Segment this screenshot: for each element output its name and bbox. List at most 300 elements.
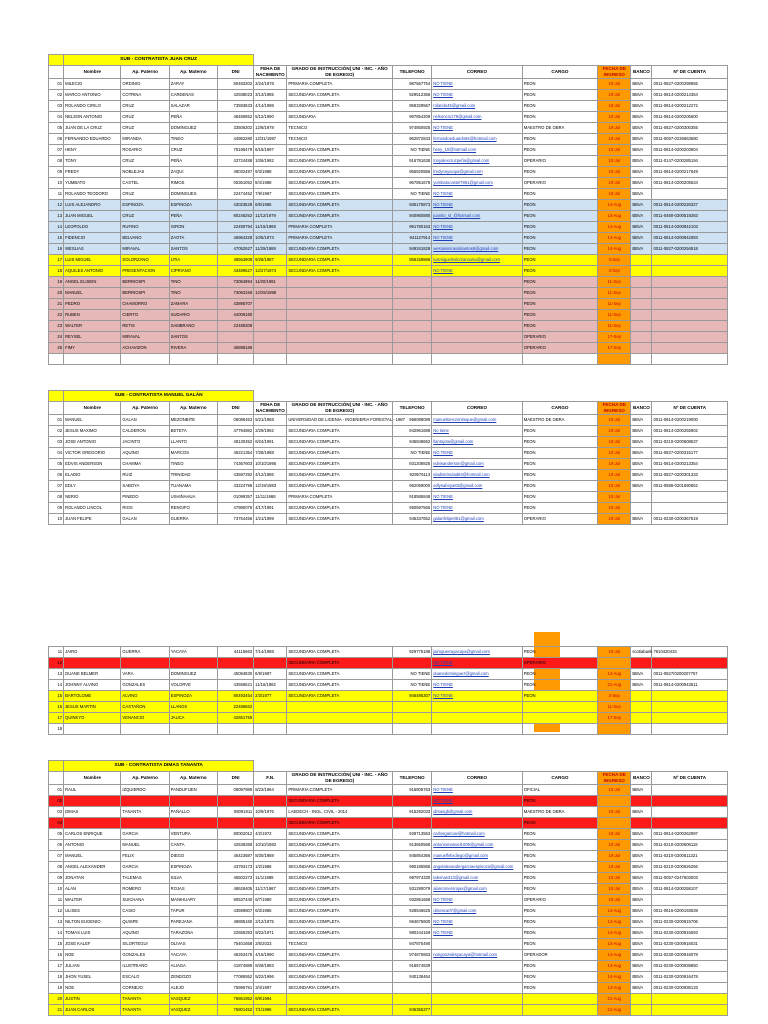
cell[interactable]: SECUNDARIA COMPLETA bbox=[287, 437, 393, 448]
cell[interactable]: 0011-0230-0200367519 bbox=[652, 514, 728, 525]
cell[interactable] bbox=[392, 266, 431, 277]
cell[interactable]: 11/29/1989 bbox=[254, 244, 287, 255]
cell[interactable]: TECNICO bbox=[287, 939, 393, 950]
cell[interactable] bbox=[631, 994, 652, 1005]
cell[interactable]: JUAN CARLOS bbox=[64, 1005, 121, 1016]
cell[interactable]: No tiene bbox=[432, 426, 523, 437]
cell[interactable] bbox=[598, 354, 631, 365]
cell[interactable]: galanfelipe061@gmail.com bbox=[432, 514, 523, 525]
cell[interactable]: BBVA bbox=[631, 862, 652, 873]
cell[interactable]: 08 bbox=[49, 156, 64, 167]
cell[interactable]: 14 bbox=[49, 680, 64, 691]
cell[interactable] bbox=[652, 785, 728, 796]
cell[interactable]: MAESTRO DE OBRA bbox=[522, 807, 597, 818]
cell[interactable]: BBVA bbox=[631, 211, 652, 222]
cell[interactable] bbox=[652, 713, 728, 724]
cell[interactable]: SECUNDARIA COMPLETA bbox=[287, 426, 393, 437]
cell[interactable]: ROLANDO TEODORO bbox=[64, 189, 121, 200]
cell[interactable]: PEON bbox=[522, 972, 597, 983]
cell[interactable] bbox=[432, 321, 523, 332]
cell[interactable]: 73754456 bbox=[217, 514, 253, 525]
cell[interactable]: 48885160 bbox=[217, 917, 253, 928]
cell[interactable]: PEON bbox=[522, 470, 597, 481]
cell[interactable]: 0011-0616-0200193539 bbox=[652, 906, 728, 917]
cell[interactable]: BBVA bbox=[631, 189, 652, 200]
cell[interactable]: NO TIENE bbox=[432, 189, 523, 200]
cell[interactable]: dimasgb@gmail.com bbox=[432, 807, 523, 818]
cell[interactable]: 14-Aug bbox=[598, 939, 631, 950]
cell[interactable]: 10 bbox=[49, 514, 64, 525]
cell[interactable]: 75195479 bbox=[217, 145, 253, 156]
cell[interactable]: SECUNDARIA COMPLETA bbox=[287, 167, 393, 178]
cell[interactable]: 945849662 bbox=[392, 437, 431, 448]
cell[interactable] bbox=[631, 1005, 652, 1016]
cell[interactable]: 46263476 bbox=[217, 950, 253, 961]
cell[interactable]: SECUNDARIA COMPLETA bbox=[287, 448, 393, 459]
cell[interactable]: JHON YUSEL bbox=[64, 972, 121, 983]
cell[interactable] bbox=[432, 983, 523, 994]
cell[interactable]: TANANTA bbox=[121, 807, 169, 818]
cell[interactable]: 42651759 bbox=[217, 713, 253, 724]
cell[interactable]: 5/12/1990 bbox=[254, 112, 287, 123]
cell[interactable] bbox=[598, 796, 631, 807]
cell[interactable]: OPERARIO bbox=[522, 156, 597, 167]
cell[interactable]: PEON bbox=[522, 459, 597, 470]
cell[interactable]: 21-Aug bbox=[598, 680, 631, 691]
cell[interactable]: OPERARIO bbox=[522, 178, 597, 189]
cell[interactable]: MARCO ANTONIO bbox=[64, 90, 121, 101]
cell[interactable]: 0011-0230-0200915706 bbox=[652, 917, 728, 928]
cell[interactable]: SECUNDARIA COMPLETA bbox=[287, 90, 393, 101]
cell[interactable] bbox=[217, 658, 253, 669]
cell[interactable] bbox=[169, 796, 217, 807]
cell[interactable]: COTRINA bbox=[121, 90, 169, 101]
cell[interactable] bbox=[652, 895, 728, 906]
cell[interactable]: 3-Sep bbox=[598, 255, 631, 266]
cell[interactable]: 03 bbox=[49, 807, 64, 818]
cell[interactable]: JONATAN bbox=[64, 873, 121, 884]
cell[interactable]: 10-Jul bbox=[598, 873, 631, 884]
cell[interactable]: OFICIAL bbox=[522, 785, 597, 796]
cell[interactable]: GONZALES bbox=[121, 680, 169, 691]
cell[interactable]: 0011-0827-0200298955 bbox=[652, 79, 728, 90]
cell[interactable]: 0011-0230-0200916031 bbox=[652, 939, 728, 950]
cell[interactable]: PRIMARIA COMPLETA bbox=[287, 79, 393, 90]
cell[interactable]: 11/12/1979 bbox=[254, 211, 287, 222]
cell[interactable]: ESPINOZA bbox=[169, 200, 217, 211]
cell[interactable] bbox=[652, 818, 728, 829]
cell[interactable]: nelsoncruz78@gmail.com bbox=[432, 112, 523, 123]
cell[interactable]: 10-Jul bbox=[598, 112, 631, 123]
cell[interactable] bbox=[631, 321, 652, 332]
cell[interactable] bbox=[254, 796, 287, 807]
cell[interactable]: 22474452 bbox=[217, 189, 253, 200]
cell[interactable]: 43556521 bbox=[217, 680, 253, 691]
cell[interactable]: 5/21/1968 bbox=[254, 415, 287, 426]
cell[interactable]: 3-Sep bbox=[598, 266, 631, 277]
cell[interactable]: 11-Sep bbox=[598, 277, 631, 288]
cell[interactable] bbox=[287, 310, 393, 321]
cell[interactable]: PINEDO bbox=[121, 492, 169, 503]
cell[interactable]: YACAYA bbox=[169, 647, 217, 658]
cell[interactable]: BBVA bbox=[631, 939, 652, 950]
cell[interactable] bbox=[254, 299, 287, 310]
cell[interactable]: CIPRIANO bbox=[169, 266, 217, 277]
cell[interactable]: CANTA bbox=[169, 840, 217, 851]
cell[interactable]: 24 bbox=[49, 332, 64, 343]
cell[interactable]: BBVA bbox=[631, 459, 652, 470]
cell[interactable]: 21-Aug bbox=[598, 994, 631, 1005]
cell[interactable]: ESPINOZA bbox=[121, 200, 169, 211]
cell[interactable]: NO TIENE bbox=[392, 189, 431, 200]
cell[interactable] bbox=[432, 288, 523, 299]
cell[interactable]: 10-Jul bbox=[598, 862, 631, 873]
cell[interactable]: DOMINGUEZ bbox=[169, 123, 217, 134]
cell[interactable]: 11-Sep bbox=[598, 299, 631, 310]
cell[interactable] bbox=[652, 310, 728, 321]
cell[interactable] bbox=[631, 724, 652, 735]
cell[interactable]: 945337652 bbox=[392, 514, 431, 525]
cell[interactable]: PEON bbox=[522, 134, 597, 145]
cell[interactable]: eladiotrinidad84@hotmail.com bbox=[432, 470, 523, 481]
cell[interactable]: 43489527 bbox=[217, 266, 253, 277]
cell[interactable]: MAESTRO DE OBRA bbox=[522, 123, 597, 134]
cell[interactable]: 77085552 bbox=[217, 972, 253, 983]
cell[interactable] bbox=[652, 492, 728, 503]
cell[interactable]: PEON bbox=[522, 145, 597, 156]
cell[interactable]: SECUNDARIA COMPLETA bbox=[287, 514, 393, 525]
cell[interactable]: YUMBATO bbox=[64, 178, 121, 189]
cell[interactable]: NO TIENE bbox=[432, 928, 523, 939]
cell[interactable]: BBVA bbox=[631, 448, 652, 459]
cell[interactable]: PEON bbox=[522, 310, 597, 321]
cell[interactable]: 08086453 bbox=[217, 415, 253, 426]
cell[interactable]: LLANTO bbox=[169, 437, 217, 448]
cell[interactable]: BBVA bbox=[631, 950, 652, 961]
cell[interactable] bbox=[287, 332, 393, 343]
cell[interactable]: 11-Sep bbox=[598, 310, 631, 321]
cell[interactable]: NOE bbox=[64, 983, 121, 994]
cell[interactable]: 10/6/1982 bbox=[254, 156, 287, 167]
cell[interactable]: 967851678 bbox=[392, 178, 431, 189]
cell[interactable]: tonyalexcruzpeña@gmail.com bbox=[432, 156, 523, 167]
cell[interactable] bbox=[49, 354, 64, 365]
cell[interactable]: SECUNDARIA COMPLETA bbox=[287, 189, 393, 200]
cell[interactable]: AQUINO bbox=[121, 928, 169, 939]
cell[interactable]: 43597292 bbox=[217, 470, 253, 481]
cell[interactable]: 918674839 bbox=[392, 961, 431, 972]
cell[interactable] bbox=[652, 724, 728, 735]
cell[interactable]: PEON bbox=[522, 448, 597, 459]
cell[interactable]: 3/24/1978 bbox=[254, 79, 287, 90]
cell[interactable]: 918585848 bbox=[392, 492, 431, 503]
cell[interactable]: BBVA bbox=[631, 829, 652, 840]
cell[interactable]: 4/2/1972 bbox=[254, 829, 287, 840]
cell[interactable]: 44952280 bbox=[217, 134, 253, 145]
cell[interactable]: 43023528 bbox=[217, 200, 253, 211]
cell[interactable]: 0011-0230-0200915593 bbox=[652, 928, 728, 939]
cell[interactable]: 10-Jul bbox=[598, 895, 631, 906]
cell[interactable]: MILECIO bbox=[64, 79, 121, 90]
cell[interactable]: 03 bbox=[49, 101, 64, 112]
cell[interactable] bbox=[217, 796, 253, 807]
cell[interactable]: 10/10/1982 bbox=[254, 840, 287, 851]
cell[interactable]: RIVERA bbox=[169, 343, 217, 354]
cell[interactable]: NO TIENE bbox=[432, 785, 523, 796]
cell[interactable]: 2/12/1975 bbox=[254, 917, 287, 928]
cell[interactable]: JUSTIN bbox=[64, 994, 121, 1005]
cell[interactable]: SILORTEGUI bbox=[121, 939, 169, 950]
cell[interactable]: 0011-0814-0200203904 bbox=[652, 145, 728, 156]
cell[interactable]: BETETA bbox=[169, 426, 217, 437]
cell[interactable]: 45898186 bbox=[217, 343, 253, 354]
cell[interactable]: PEON bbox=[522, 222, 597, 233]
cell[interactable]: BBVA bbox=[631, 514, 652, 525]
cell[interactable]: jairoguerrayacaya@gmail.com bbox=[432, 647, 523, 658]
cell[interactable] bbox=[652, 807, 728, 818]
cell[interactable]: SANTOS bbox=[169, 244, 217, 255]
cell[interactable] bbox=[217, 818, 253, 829]
cell[interactable]: 980244169 bbox=[392, 928, 431, 939]
cell[interactable]: 4/15/1990 bbox=[254, 950, 287, 961]
cell[interactable]: PEON bbox=[522, 829, 597, 840]
cell[interactable]: PEON bbox=[522, 492, 597, 503]
cell[interactable]: VASQUEZ bbox=[169, 1005, 217, 1016]
cell[interactable] bbox=[631, 691, 652, 702]
cell[interactable] bbox=[432, 1005, 523, 1016]
cell[interactable]: MANIHUARY bbox=[169, 895, 217, 906]
cell[interactable]: 74367603 bbox=[217, 459, 253, 470]
cell[interactable]: MIRAVAL bbox=[121, 332, 169, 343]
cell[interactable] bbox=[631, 332, 652, 343]
cell[interactable]: BBVA bbox=[631, 145, 652, 156]
cell[interactable] bbox=[652, 1005, 728, 1016]
cell[interactable]: 14-Aug bbox=[598, 906, 631, 917]
cell[interactable]: antoniomanuel1005@gmail.com bbox=[432, 840, 523, 851]
cell[interactable] bbox=[287, 702, 393, 713]
cell[interactable]: 8/30/1988 bbox=[254, 851, 287, 862]
cell[interactable]: FIMY bbox=[64, 343, 121, 354]
cell[interactable]: 940960880 bbox=[392, 211, 431, 222]
cell[interactable]: 20 bbox=[49, 994, 64, 1005]
cell[interactable]: PEON bbox=[522, 669, 597, 680]
cell[interactable]: NOBLEJAS bbox=[121, 167, 169, 178]
cell[interactable]: TAPUR bbox=[169, 906, 217, 917]
cell[interactable] bbox=[598, 658, 631, 669]
cell[interactable]: 962872843 bbox=[392, 134, 431, 145]
cell[interactable]: 0011-0057-0247603003 bbox=[652, 873, 728, 884]
cell[interactable]: TECNICO bbox=[287, 123, 393, 134]
cell[interactable]: VOLORVE bbox=[169, 680, 217, 691]
cell[interactable]: 10-Jul bbox=[598, 807, 631, 818]
cell[interactable]: 11/11/1968 bbox=[254, 492, 287, 503]
cell[interactable] bbox=[169, 818, 217, 829]
cell[interactable]: alanromerorojas@gmail.com bbox=[432, 884, 523, 895]
cell[interactable]: 17-Sep bbox=[598, 713, 631, 724]
cell[interactable]: USHIÑAHUA bbox=[169, 492, 217, 503]
cell[interactable]: 10-Jul bbox=[598, 884, 631, 895]
cell[interactable]: 12 bbox=[49, 658, 64, 669]
cell[interactable]: 22490794 bbox=[217, 222, 253, 233]
cell[interactable]: 42938023 bbox=[217, 90, 253, 101]
cell[interactable] bbox=[121, 658, 169, 669]
cell[interactable]: 80537440 bbox=[217, 895, 253, 906]
cell[interactable]: BBVA bbox=[631, 840, 652, 851]
cell[interactable]: BARTOLOME bbox=[64, 691, 121, 702]
cell[interactable] bbox=[652, 354, 728, 365]
cell[interactable]: fernandoeduardo84@hotmail.com bbox=[432, 134, 523, 145]
cell[interactable]: PEON bbox=[522, 426, 597, 437]
cell[interactable]: BBVA bbox=[631, 680, 652, 691]
cell[interactable]: scotiabank bbox=[631, 647, 652, 658]
cell[interactable] bbox=[392, 702, 431, 713]
cell[interactable]: SAMBRANO bbox=[169, 321, 217, 332]
cell[interactable]: SECUNDARIA COMPLETA bbox=[287, 156, 393, 167]
cell[interactable]: 7/28/1988 bbox=[254, 448, 287, 459]
cell[interactable]: PEON bbox=[522, 503, 597, 514]
cell[interactable]: BBVA bbox=[631, 807, 652, 818]
cell[interactable]: 11 bbox=[49, 895, 64, 906]
cell[interactable]: CRUZ bbox=[169, 145, 217, 156]
cell[interactable]: 45502273 bbox=[217, 873, 253, 884]
cell[interactable]: TALEMAS bbox=[121, 873, 169, 884]
cell[interactable]: AQUINO bbox=[121, 448, 169, 459]
cell[interactable]: 974670663 bbox=[392, 950, 431, 961]
cell[interactable]: 43895707 bbox=[217, 299, 253, 310]
cell[interactable]: ROLANDO LINCOL bbox=[64, 503, 121, 514]
cell[interactable]: FERNANDO EDUARDO bbox=[64, 134, 121, 145]
cell[interactable] bbox=[652, 189, 728, 200]
cell[interactable]: NO TIENE bbox=[432, 492, 523, 503]
cell[interactable]: SECUNDARIA COMPLETA bbox=[287, 178, 393, 189]
cell[interactable]: 18 bbox=[49, 724, 64, 735]
cell[interactable]: OPERARIO bbox=[522, 514, 597, 525]
cell[interactable]: RIMOS bbox=[169, 178, 217, 189]
cell[interactable]: 10-Jul bbox=[598, 123, 631, 134]
cell[interactable] bbox=[432, 354, 523, 365]
cell[interactable] bbox=[254, 702, 287, 713]
cell[interactable]: 14 bbox=[49, 222, 64, 233]
cell[interactable]: 0011-0230-0200938133 bbox=[652, 983, 728, 994]
cell[interactable]: 80493454 bbox=[217, 691, 253, 702]
cell[interactable]: JAIRO bbox=[64, 647, 121, 658]
cell[interactable] bbox=[392, 983, 431, 994]
cell[interactable] bbox=[392, 288, 431, 299]
cell[interactable]: NO TIENE bbox=[432, 222, 523, 233]
cell[interactable]: 935175873 bbox=[392, 200, 431, 211]
cell[interactable]: TINO bbox=[169, 277, 217, 288]
cell[interactable]: 20 bbox=[49, 288, 64, 299]
cell[interactable]: 11 bbox=[49, 189, 64, 200]
cell[interactable]: 76861952 bbox=[217, 994, 253, 1005]
cell[interactable]: ANGEL ALEXANDER bbox=[64, 862, 121, 873]
cell[interactable]: PEON bbox=[522, 90, 597, 101]
cell[interactable]: 12 bbox=[49, 906, 64, 917]
cell[interactable] bbox=[169, 354, 217, 365]
cell[interactable] bbox=[432, 961, 523, 972]
cell[interactable]: PRIMARIA COMPLETA bbox=[287, 222, 393, 233]
cell[interactable]: NO TIENE bbox=[392, 680, 431, 691]
cell[interactable]: PAÑALLO bbox=[169, 807, 217, 818]
cell[interactable] bbox=[652, 658, 728, 669]
cell[interactable]: DOMINGUEZ bbox=[169, 669, 217, 680]
cell[interactable]: 12 bbox=[49, 200, 64, 211]
cell[interactable]: CRUZ bbox=[121, 156, 169, 167]
cell[interactable]: ALEJO bbox=[169, 983, 217, 994]
cell[interactable]: noegonzalesyacaya@hotmail.com bbox=[432, 950, 523, 961]
cell[interactable]: ANTONIO bbox=[64, 840, 121, 851]
cell[interactable]: QUINKYO bbox=[64, 713, 121, 724]
cell[interactable]: ILUSTRIANO bbox=[121, 961, 169, 972]
cell[interactable]: 0011-0814-0200262997 bbox=[652, 829, 728, 840]
cell[interactable]: 10-Jul bbox=[598, 448, 631, 459]
cell[interactable]: 964675600 bbox=[392, 917, 431, 928]
cell[interactable]: 17 bbox=[49, 255, 64, 266]
cell[interactable]: CRUZ bbox=[121, 112, 169, 123]
cell[interactable]: FELIX bbox=[121, 851, 169, 862]
cell[interactable]: 18 bbox=[49, 266, 64, 277]
cell[interactable]: 6/7/1980 bbox=[254, 895, 287, 906]
cell[interactable]: ZARAY bbox=[169, 79, 217, 90]
cell[interactable]: 0011-0210-0200606118 bbox=[652, 840, 728, 851]
cell[interactable] bbox=[432, 702, 523, 713]
cell[interactable]: PEON bbox=[522, 873, 597, 884]
cell[interactable]: 0011-0814-0200213354 bbox=[652, 459, 728, 470]
cell[interactable]: 06 bbox=[49, 134, 64, 145]
cell[interactable]: PRESENTACION bbox=[121, 266, 169, 277]
cell[interactable]: SECUNDARIA COMPLETA bbox=[287, 983, 393, 994]
cell[interactable] bbox=[432, 994, 523, 1005]
cell[interactable]: 0011-0814-0200219000 bbox=[652, 415, 728, 426]
cell[interactable]: 10-Jul bbox=[598, 437, 631, 448]
cell[interactable]: 15 bbox=[49, 691, 64, 702]
cell[interactable]: 18 bbox=[49, 972, 64, 983]
cell[interactable]: 02 bbox=[49, 90, 64, 101]
cell[interactable] bbox=[631, 354, 652, 365]
cell[interactable] bbox=[631, 702, 652, 713]
cell[interactable]: GARCIA bbox=[121, 862, 169, 873]
cell[interactable]: 5/22/1996 bbox=[254, 972, 287, 983]
cell[interactable] bbox=[121, 818, 169, 829]
cell[interactable]: 913650568 bbox=[392, 840, 431, 851]
cell[interactable]: SECUNDARIA COMPLETA bbox=[287, 873, 393, 884]
cell[interactable]: 04 bbox=[49, 818, 64, 829]
cell[interactable]: JUAN DE LA CRUZ bbox=[64, 123, 121, 134]
cell[interactable]: 1/2/1986 bbox=[254, 862, 287, 873]
cell[interactable]: 12/27/1974 bbox=[254, 266, 287, 277]
cell[interactable]: 6/6/1985 bbox=[254, 200, 287, 211]
cell[interactable]: RAUL bbox=[64, 785, 121, 796]
cell[interactable]: 17 bbox=[49, 713, 64, 724]
cell[interactable]: BELVANO bbox=[121, 233, 169, 244]
cell[interactable]: JUAN FELIPE bbox=[64, 514, 121, 525]
cell[interactable]: 03 bbox=[49, 437, 64, 448]
cell[interactable]: LLANOS bbox=[169, 702, 217, 713]
cell[interactable] bbox=[652, 277, 728, 288]
cell[interactable]: EDLY bbox=[64, 481, 121, 492]
cell[interactable]: SECUNDARIA COMPLETA bbox=[287, 101, 393, 112]
cell[interactable]: PEON bbox=[522, 189, 597, 200]
cell[interactable]: 10-Jul bbox=[598, 470, 631, 481]
cell[interactable]: SECUNDARIA COMPLETA bbox=[287, 917, 393, 928]
cell[interactable]: 45423687 bbox=[217, 851, 253, 862]
cell[interactable] bbox=[287, 288, 393, 299]
cell[interactable]: PEON bbox=[522, 884, 597, 895]
cell[interactable]: PEÑA bbox=[169, 211, 217, 222]
cell[interactable]: RUFINO bbox=[121, 222, 169, 233]
cell[interactable] bbox=[652, 343, 728, 354]
cell[interactable]: 931208825 bbox=[392, 459, 431, 470]
